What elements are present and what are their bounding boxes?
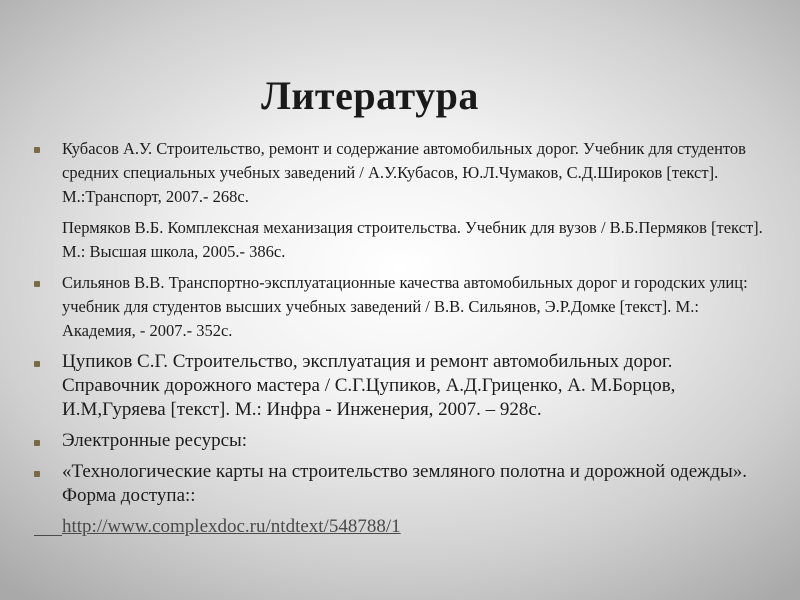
reference-item xyxy=(34,460,764,508)
bullet-icon xyxy=(34,147,40,153)
bullet-icon xyxy=(34,361,40,367)
reference-item xyxy=(34,350,764,422)
reference-item xyxy=(34,429,764,453)
bullet-icon xyxy=(34,440,40,446)
link-underline-lead xyxy=(34,515,62,536)
reference-list xyxy=(34,137,764,539)
reference-text: Пермяков В.Б. Комплексная механизация строительства. Учебник для вузов / В.Б.Пермяков [текст]. М.: Высшая школа, 2005.- 386с. xyxy=(62,218,763,261)
reference-text: Цупиков С.Г. Строительство, эксплуатация и ремонт автомобильных дорог. Справочник дорожного мастера / С.Г.Цупиков, А.Д.Гриценко, А. М.Борцов, И.М,Гуряева [текст]. М.: Инфра - Инженерия, 2007. – 928с. xyxy=(62,351,676,420)
reference-item xyxy=(34,137,764,209)
reference-text: Сильянов В.В. Транспортно-эксплуатационные качества автомобильных дорог и городских улиц: учебник для студентов высших учебных заведений / В.В. Сильянов, Э.Р.Домке [текст]. М.: Академия, - 2007.- 352с. xyxy=(62,273,748,340)
reference-text: Кубасов А.У. Строительство, ремонт и содержание автомобильных дорог. Учебник для студентов средних специальных учебных заведений / А.У.Кубасов, Ю.Л.Чумаков, С.Д.Широков [текст]. М.:Транспорт, 2007.- 268с. xyxy=(62,139,746,206)
reference-text: «Технологические карты на строительство земляного полотна и дорожной одежды». Форма доступа:: xyxy=(62,461,747,506)
link-line xyxy=(34,515,764,539)
resource-link[interactable]: http://www.complexdoc.ru/ntdtext/548788/1 xyxy=(62,516,401,537)
reference-text: Электронные ресурсы: xyxy=(62,430,248,451)
reference-item xyxy=(34,271,764,343)
reference-item xyxy=(34,216,764,264)
slide-title: Литература xyxy=(261,73,479,118)
bullet-icon xyxy=(34,471,40,477)
bullet-icon xyxy=(34,281,40,287)
